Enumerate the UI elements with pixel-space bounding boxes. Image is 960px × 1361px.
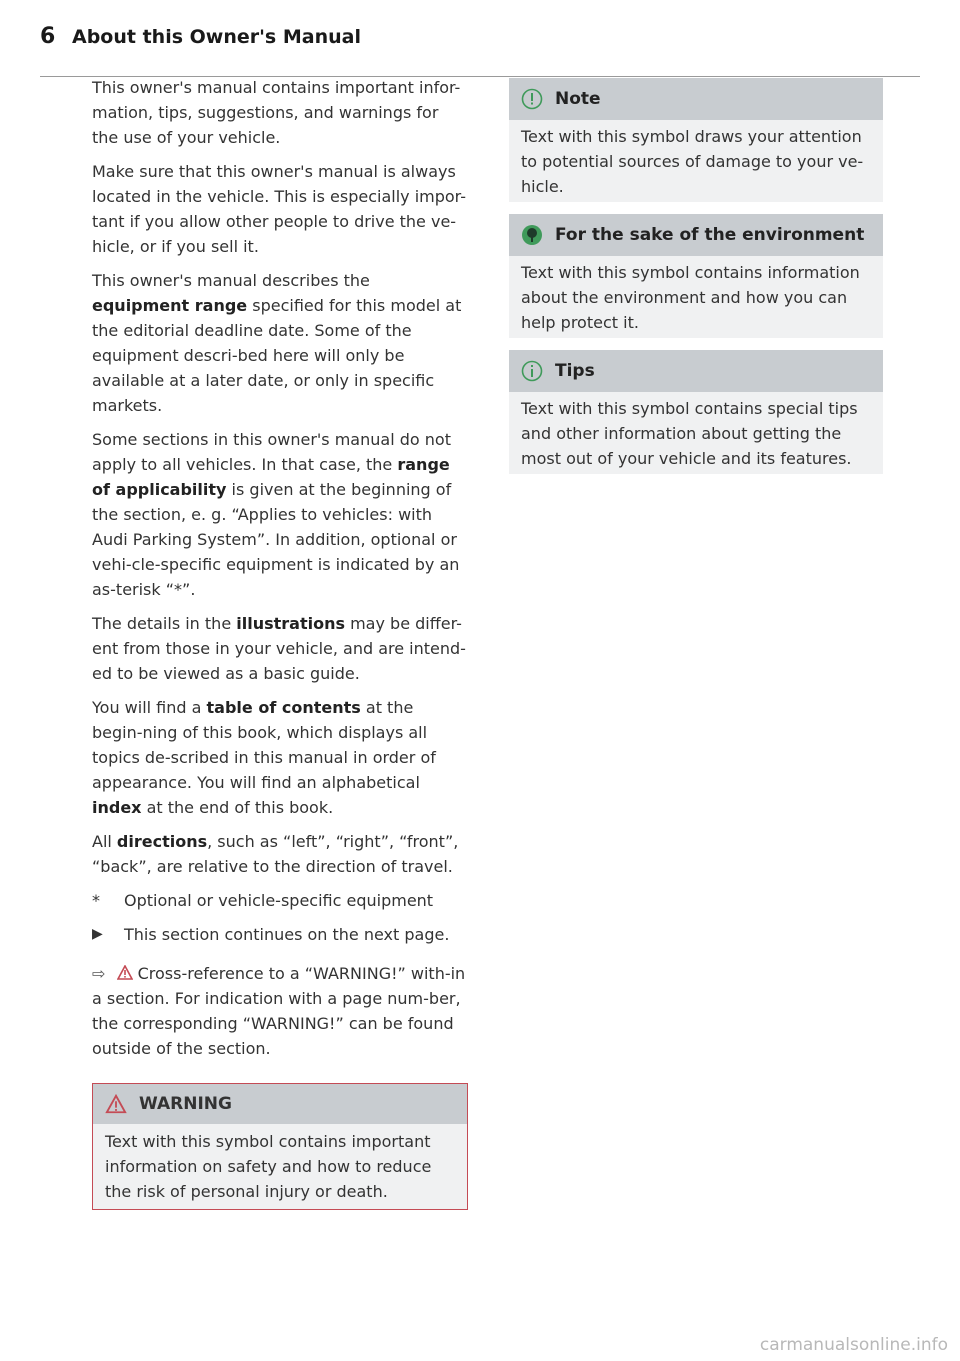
environment-text: Text with this symbol contains information about the environment and how you can help protect it. (521, 263, 860, 332)
bold-term: illustrations (236, 614, 345, 633)
chapter-title: About this Owner's Manual (72, 26, 361, 48)
exclamation-circle-icon (521, 88, 543, 110)
bold-term: directions (116, 832, 208, 851)
text-run: All (92, 832, 117, 851)
note-title: Note (555, 88, 601, 109)
bold-term: index (92, 798, 142, 817)
note-header (509, 78, 883, 120)
page-number: 6 (40, 24, 56, 49)
paragraph-applicability (92, 427, 468, 602)
tips-text: Text with this symbol contains special tips and other information about getting the most out of your vehicle and its features. (521, 399, 858, 468)
right-column (509, 78, 883, 486)
environment-header (509, 214, 883, 256)
tips-box (509, 350, 883, 474)
warning-triangle-icon (105, 1093, 127, 1115)
tips-title: Tips (555, 360, 595, 381)
text-run: Some sections in this owner's manual do not apply to all vehicles. In that case, the (92, 430, 451, 474)
bold-term: range of applicability (92, 455, 450, 499)
bold-term: table of contents (206, 698, 361, 717)
environment-box (509, 214, 883, 338)
warning-header (93, 1084, 467, 1124)
warning-box (92, 1083, 468, 1210)
legend-continues (92, 922, 468, 947)
paragraph-location: Make sure that this owner's manual is always located in the vehicle. This is especially impor-tant if you allow other people to drive the ve-hicle, or if you sell it. (92, 162, 466, 256)
watermark: carmanualsonline.info (759, 1335, 948, 1355)
warning-title: WARNING (139, 1093, 232, 1114)
paragraph-illustrations (92, 611, 468, 686)
paragraph-contents (92, 695, 468, 820)
paragraph-intro: This owner's manual contains important infor-mation, tips, suggestions, and warnings for the use of your vehicle. (92, 78, 461, 147)
warning-triangle-small-icon (117, 965, 133, 980)
legend-text: Optional or vehicle-specific equipment (124, 891, 434, 910)
tree-circle-icon (521, 224, 543, 246)
text-run: at the begin-ning of this book, which displays all topics de-scribed in this manual in order of appearance. You will find an alphabetical (92, 698, 436, 792)
text-run: , such as “left”, “right”, “front”, “back”, are relative to the direction of travel. (92, 832, 459, 876)
tips-body (509, 392, 883, 474)
info-circle-icon (521, 360, 543, 382)
text-run: specified for this model at the editorial deadline date. Some of the equipment descri-bed here will only be available at a later date, or only in specific markets. (92, 296, 462, 415)
cross-reference-arrow-icon: ⇨ (92, 964, 106, 983)
tips-header (509, 350, 883, 392)
paragraph-equipment-range (92, 268, 468, 418)
text-run: is given at the beginning of the section, e. g. “Applies to vehicles: with Audi Parking System”. In addition, optional or vehi-cle-specific equipment is indicated by an as-terisk “*”. (92, 480, 460, 599)
warning-body (93, 1124, 467, 1209)
environment-body (509, 256, 883, 338)
legend-optional-equipment (92, 888, 468, 913)
paragraph-cross-reference (92, 961, 468, 1061)
paragraph-directions (92, 829, 468, 879)
text-run: at the end of this book. (141, 798, 334, 817)
note-body (509, 120, 883, 202)
legend-text: This section continues on the next page. (124, 925, 450, 944)
left-column (92, 75, 468, 1210)
note-text: Text with this symbol draws your attention to potential sources of damage to your ve-hicle. (521, 127, 864, 196)
text-run: may be differ-ent from those in your vehicle, and are intend-ed to be viewed as a basic guide. (92, 614, 466, 683)
environment-title: For the sake of the environment (555, 224, 865, 245)
bold-term: equipment range (92, 296, 248, 315)
text-run: This owner's manual describes the (92, 271, 370, 290)
warning-text: Text with this symbol contains important information on safety and how to reduce the risk of personal injury or death. (105, 1132, 432, 1201)
text-run: Cross-reference to a “WARNING!” with-in a section. For indication with a page num-ber, the corresponding “WARNING!” can be found outside of the section. (92, 964, 466, 1058)
asterisk-icon: * (92, 891, 100, 910)
note-box (509, 78, 883, 202)
text-run: The details in the (92, 614, 237, 633)
text-run: You will find a (92, 698, 207, 717)
arrow-right-icon: ▶ (92, 926, 103, 942)
